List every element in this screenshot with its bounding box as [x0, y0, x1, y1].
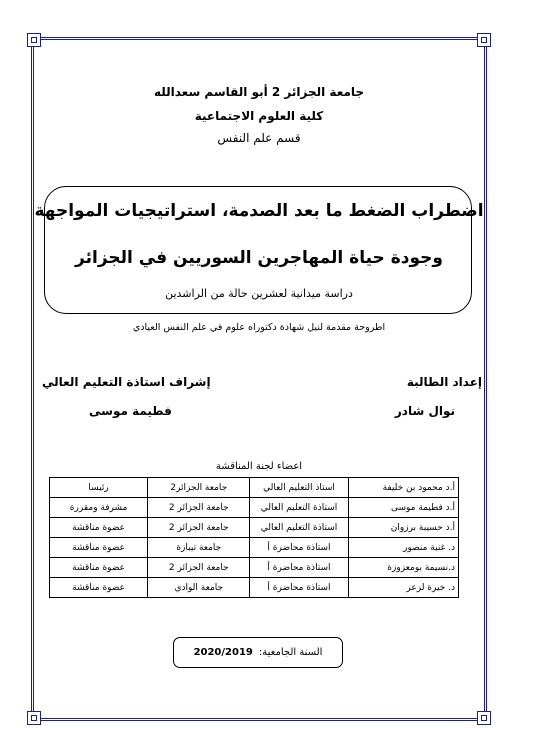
corner-ornament — [477, 33, 491, 47]
member-role: مشرفة ومقررة — [50, 498, 148, 518]
corner-ornament — [477, 711, 491, 725]
student-name: نوال شادر — [394, 404, 455, 418]
committee-table — [49, 477, 459, 598]
member-institution: جامعة الوادي — [148, 578, 250, 598]
member-name: أ.د فطيمة موسى — [348, 498, 458, 518]
member-role: عضوة مناقشة — [50, 518, 148, 538]
member-institution: جامعة الجزائر 2 — [148, 498, 250, 518]
member-role: عضوة مناقشة — [50, 578, 148, 598]
thesis-subtitle: دراسة ميدانية لعشرين حالة من الراشدين — [165, 287, 353, 300]
table-row — [50, 498, 459, 518]
member-name: د. غنية منصور — [348, 538, 458, 558]
table-row — [50, 578, 459, 598]
thesis-title-line2: وجودة حياة المهاجرين السوريين في الجزائر — [75, 248, 443, 268]
faculty-name: كلية العلوم الاجتماعية — [194, 109, 324, 123]
member-rank: استاذة محاضرة أ — [250, 578, 348, 598]
member-rank: استاذة التعليم العالي — [250, 518, 348, 538]
supervisor-name: فطيمة موسى — [89, 404, 172, 418]
member-institution: جامعة تيبازة — [148, 538, 250, 558]
thesis-note: اطروحة مقدمة لنيل شهادة دكتوراه علوم في علم النفس العيادي — [132, 322, 386, 333]
university-name: جامعة الجزائر 2 أبو القاسم سعدالله — [153, 85, 365, 99]
table-row — [50, 558, 459, 578]
member-role: عضوة مناقشة — [50, 558, 148, 578]
member-institution: جامعة الجزائر 2 — [148, 518, 250, 538]
committee-title: اعضاء لجنة المناقشة — [215, 461, 303, 472]
member-name: د. خيرة لزعر — [348, 578, 458, 598]
academic-year-label: السنة الجامعية: — [258, 647, 323, 658]
thesis-title-line1: اضطراب الضغط ما بعد الصدمة، استراتيجيات المواجهة — [34, 201, 484, 221]
member-rank: استاذة محاضرة أ — [250, 558, 348, 578]
member-rank: استاذ التعليم العالي — [250, 478, 348, 498]
academic-year-box — [173, 637, 343, 668]
member-role: عضوة مناقشة — [50, 538, 148, 558]
member-name: أ.د محمود بن خليفة — [348, 478, 458, 498]
academic-year-value: 2020/2019 — [193, 647, 253, 658]
corner-ornament — [27, 33, 41, 47]
member-institution: جامعة الجزائر 2 — [148, 558, 250, 578]
member-name: أ.د حسيبة برزوان — [348, 518, 458, 538]
member-institution: جامعة الجزائر2 — [148, 478, 250, 498]
corner-ornament — [27, 711, 41, 725]
department-name: قسم علم النفس — [217, 131, 301, 145]
table-row — [50, 478, 459, 498]
table-row — [50, 538, 459, 558]
member-rank: استاذة التعليم العالي — [250, 498, 348, 518]
member-rank: استاذة محاضرة أ — [250, 538, 348, 558]
table-row — [50, 518, 459, 538]
supervision-label: إشراف استاذة التعليم العالي — [42, 375, 211, 389]
member-role: رئيسا — [50, 478, 148, 498]
preparation-label: إعداد الطالبة — [406, 375, 482, 389]
member-name: د.نسيمة بومعزوزة — [348, 558, 458, 578]
